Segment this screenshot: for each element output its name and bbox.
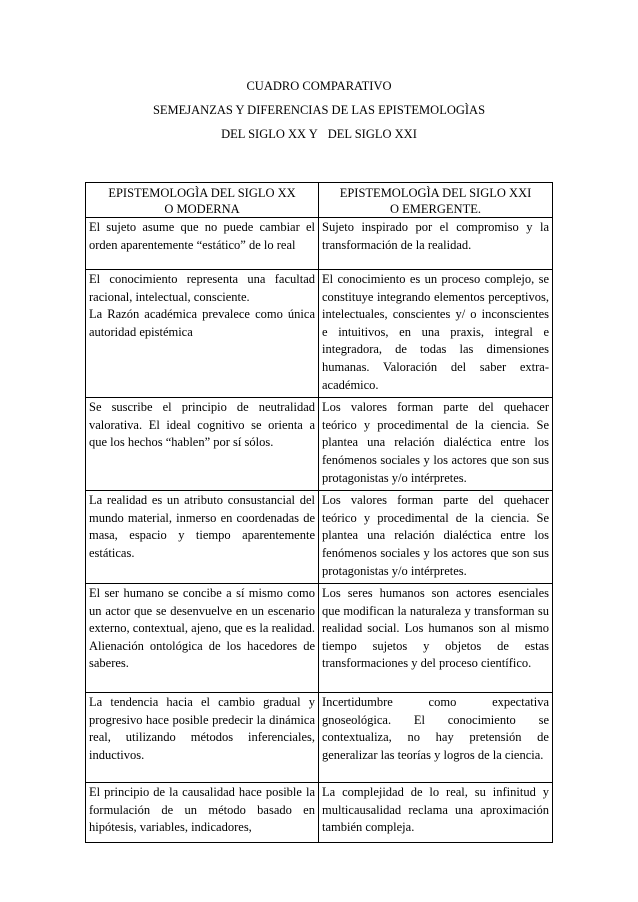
- table-row: [86, 783, 553, 843]
- table-cell-left: El sujeto asume que no puede cambiar el orden aparentemente “estático” de lo real: [86, 218, 319, 270]
- table-row: [86, 398, 553, 491]
- table-cell-right: Los valores forman parte del quehacer teórico y procedimental de la ciencia. Se plantea una relación dialéctica entre los fenómenos sociales y los actores que son sus protagonistas y/o intérpretes.: [319, 491, 553, 584]
- document-subtitle-centuries: [0, 127, 638, 142]
- table-cell-right: [319, 783, 553, 843]
- header-cell-right: [319, 183, 553, 218]
- table-row: [86, 270, 553, 398]
- table-cell-right: Incertidumbre como expectativa gnoseológica. El conocimiento se contextualiza, no hay pretensión de generalizar las teorías y logros de la ciencia.: [319, 693, 553, 783]
- table-cell-left: [86, 270, 319, 398]
- table-row: [86, 693, 553, 783]
- table-cell-right: Los seres humanos son actores esenciales que modifican la naturaleza y transforman su realidad social. Los humanos son al mismo tiempo sujetos y objetos de estas transformaciones y del proceso científico.: [319, 584, 553, 693]
- document-subtitle: [0, 103, 638, 118]
- comparison-table: [85, 182, 553, 843]
- table-cell-right: El conocimiento es un proceso complejo, se constituye integrando elementos perceptivos, intelectuales, conscientes y/ o inconscientes e intuitivos, en una praxis, integral e integradora, de todas las dimensiones humanas. Valoración del saber extra- académico.: [319, 270, 553, 398]
- table-cell-right: Los valores forman parte del quehacer teórico y procedimental de la ciencia. Se plantea una relación dialéctica entre los fenómenos sociales y los actores que son sus protagonistas y/o intérpretes.: [319, 398, 553, 491]
- header-left-line-1: EPISTEMOLOGÌA DEL SIGLO XX: [108, 186, 296, 200]
- table-cell-left: El ser humano se concibe a sí mismo como un actor que se desenvuelve en un escenario externo, contextual, ajeno, que es la realidad. Alienación ontológica de los hacedores de saberes.: [86, 584, 319, 693]
- header-right-line-2: O EMERGENTE.: [390, 201, 481, 216]
- table-row: [86, 584, 553, 693]
- document-title: [0, 79, 638, 94]
- cell-text: El principio de la causalidad hace posible la formulación de un método basado en hipótesis, variables, indicadores,: [89, 785, 315, 835]
- table-cell-left: [86, 783, 319, 843]
- cell-paragraph: El conocimiento representa una facultad racional, intelectual, consciente.: [89, 272, 315, 304]
- title-line-3b: DEL SIGLO XXI: [327, 127, 417, 141]
- table-cell-left: La tendencia hacia el cambio gradual y progresivo hace posible predecir la dinámica real, utilizando métodos inferenciales, inductivos.: [86, 693, 319, 783]
- table-cell-left: La realidad es un atributo consustancial del mundo material, inmerso en coordenadas de masa, espacio y tiempo aparentemente estáticas.: [86, 491, 319, 584]
- title-line-2: SEMEJANZAS Y DIFERENCIAS DE LAS EPISTEMOLOGÌAS: [152, 103, 486, 117]
- cell-paragraph: La Razón académica prevalece como única autoridad epistémica: [89, 307, 315, 339]
- table-row: [86, 491, 553, 584]
- title-line-3a: DEL SIGLO XX Y: [221, 127, 318, 141]
- header-cell-left: [86, 183, 319, 218]
- header-right-line-1: EPISTEMOLOGÌA DEL SIGLO XXI: [339, 186, 532, 200]
- table-header-row: [86, 183, 553, 218]
- table-cell-left: Se suscribe el principio de neutralidad valorativa. El ideal cognitivo se orienta a que los hechos “hablen” por sí sólos.: [86, 398, 319, 491]
- header-left-line-2: O MODERNA: [164, 201, 240, 216]
- table-row: [86, 218, 553, 270]
- cell-text: La complejidad de lo real, su infinitud y multicausalidad reclama una aproximación también compleja.: [322, 785, 549, 835]
- title-line-1: CUADRO COMPARATIVO: [246, 79, 392, 93]
- table-cell-right: Sujeto inspirado por el compromiso y la transformación de la realidad.: [319, 218, 553, 270]
